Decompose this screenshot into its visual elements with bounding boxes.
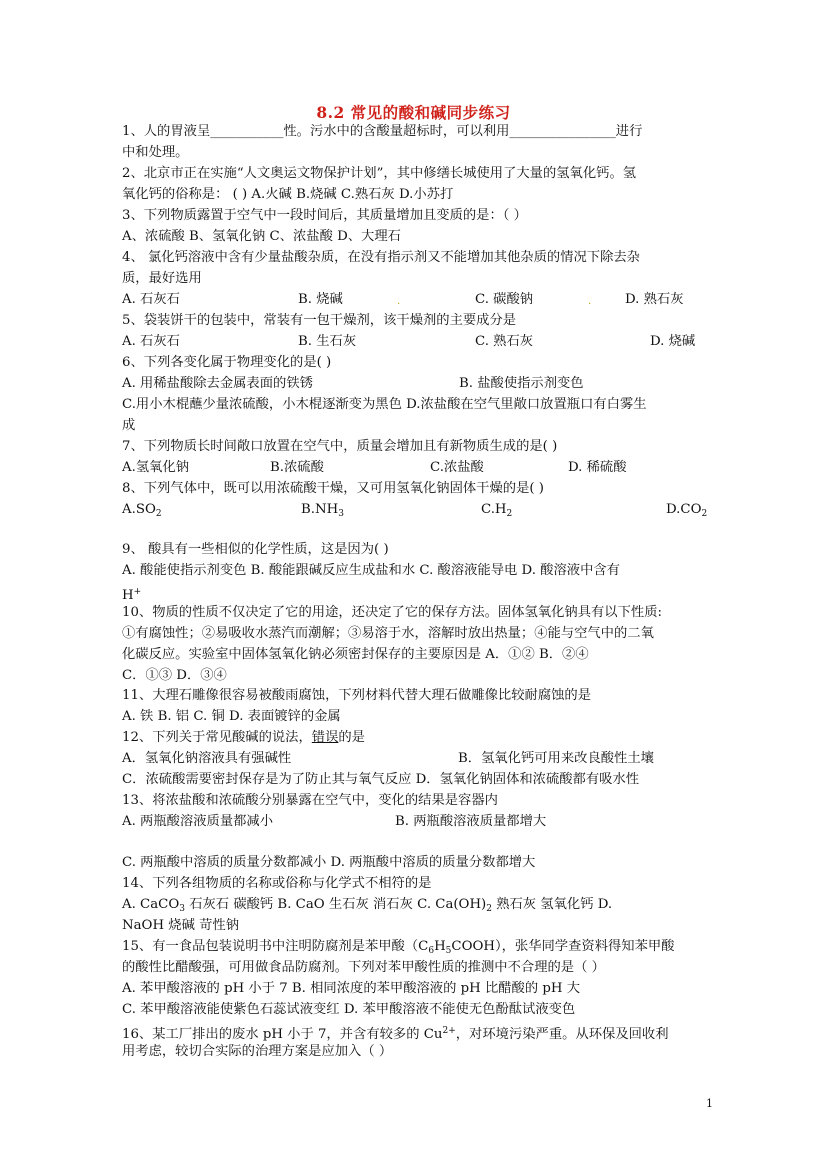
q13-option-b: B. 两瓶酸溶液质量都增大 <box>395 814 547 829</box>
page-number: 1 <box>706 1097 713 1110</box>
q7-option-b: B.浓硫酸 <box>270 460 324 475</box>
q5-option-b: B. 生石灰 <box>298 334 357 349</box>
q14-options: A. CaCO$_3$ 石灰石 碳酸钙 B. CaO 生石灰 消石灰 C. $Ca(OH)_2$ 熟石灰 氢氧化钙 D. <box>122 897 613 914</box>
q15-line-2: 的酸性比醋酸强，可用做食品防腐剂。下列对苯甲酸性质的推测中不合理的是（ ） <box>122 960 605 975</box>
q12-line-1: 12、下列关于常见酸碱的说法，错误的是 <box>122 730 365 745</box>
q10-line-1: 10、物质的性质不仅决定了它的用途，还决定了它的保存方法。固体氢氧化钠具有以下性质: <box>122 605 662 620</box>
q15-line-1: 15、有一食品包装说明书中注明防腐剂是苯甲酸$(C_6H_5COOH)$，张华同学查资料得知苯甲酸 <box>122 939 675 956</box>
q6-option-a: A. 用稀盐酸除去金属表面的铁锈 <box>122 376 313 391</box>
q5-option-a: A. 石灰石 <box>122 334 180 349</box>
q4-option-c: C. 碳酸钠 <box>475 292 534 307</box>
q9-options: A. 酸能使指示剂变色 B. 酸能跟碱反应生成盐和水 C. 酸溶液能导电 D. 酸溶液中含有 <box>122 563 620 578</box>
q5-option-c: C. 熟石灰 <box>475 334 534 349</box>
q13-option-a: A. 两瓶酸溶液质量都减小 <box>122 814 274 829</box>
q4-option-b: B. 烧碱 <box>298 292 343 307</box>
q8-option-b: $B.NH_3$ <box>301 502 344 519</box>
q8-line-1: 8、下列气体中，既可以用浓硫酸干燥，又可用氢氧化钠固体干燥的是( ) <box>122 481 544 496</box>
q9-line-cont: H+ <box>122 587 142 603</box>
page-title: 8.2 常见的酸和碱同步练习 <box>316 103 511 122</box>
q3-options: A、浓硫酸 B、氢氧化钠 C、浓盐酸 D、大理石 <box>122 229 401 244</box>
q10-line-4: C．①③ D．③④ <box>122 668 227 683</box>
q2-line-1: 2、北京市正在实施“人文奥运文物保护计划”，其中修缮长城使用了大量的氢氧化钙。氢 <box>122 166 637 181</box>
q4-option-d: D. 熟石灰 <box>625 292 684 307</box>
q6-option-b: B. 盐酸使指示剂变色 <box>459 376 584 391</box>
q15-options-cd: C. 苯甲酸溶液能使紫色石蕊试液变红 D. 苯甲酸溶液不能使无色酚酞试液变色 <box>122 1002 576 1017</box>
q10-line-3: 化碳反应。实验室中固体氢氧化钠必须密封保存的主要原因是 A．①② B．②④ <box>122 647 589 662</box>
q8-option-c: $C.H_2$ <box>481 502 513 519</box>
q8-option-d: $D.CO_2$ <box>666 502 708 519</box>
q5-line-1: 5、袋装饼干的包装中，常装有一包干燥剂，该干燥剂的主要成分是 <box>122 313 517 328</box>
q12-option-b: B．氢氧化钙可用来改良酸性土壤 <box>458 751 654 766</box>
q16-line-2: 用考虑，较切合实际的治理方案是应加入（ ） <box>122 1044 393 1059</box>
q14-line-1: 14、下列各组物质的名称或俗称与化学式不相符的是 <box>122 876 432 891</box>
q7-line-1: 7、下列物质长时间敞口放置在空气中，质量会增加且有新物质生成的是( ) <box>122 439 558 454</box>
q6-line-cont: 成 <box>122 418 136 433</box>
q7-option-a: A.氢氧化钠 <box>122 460 190 475</box>
decorative-dot: . <box>588 296 592 307</box>
q13-options-cd: C. 两瓶酸中溶质的质量分数都减小 D. 两瓶酸中溶质的质量分数都增大 <box>122 855 536 870</box>
q11-options: A. 铁 B. 铝 C. 铜 D. 表面镀锌的金属 <box>122 709 341 724</box>
q5-option-d: D. 烧碱 <box>650 334 696 349</box>
q8-option-a: $A.SO_2$ <box>122 502 162 519</box>
q6-options-cd: C.用小木棍蘸少量浓硫酸，小木棍逐渐变为黑色 D.浓盐酸在空气里敞口放置瓶口有白雾生 <box>122 397 647 412</box>
q10-line-2: ①有腐蚀性；②易吸收水蒸汽而潮解；③易溶于水，溶解时放出热量；④能与空气中的二氧 <box>122 626 654 641</box>
q9-line-1: 9、 酸具有一些相似的化学性质，这是因为( ) <box>122 542 389 557</box>
q12-options-cd: C．浓硫酸需要密封保存是为了防止其与氧气反应 D．氢氧化钠固体和浓硫酸都有吸水性 <box>122 772 640 787</box>
q4-line-1: 4、 氯化钙溶液中含有少量盐酸杂质，在没有指示剂又不能增加其他杂质的情况下除去杂 <box>122 250 640 265</box>
q1-line-2: 中和处理。 <box>122 145 189 160</box>
q4-line-2: 质，最好选用 <box>122 271 202 286</box>
q15-options-ab: A. 苯甲酸溶液的 pH 小于 7 B. 相同浓度的苯甲酸溶液的 pH 比醋酸的 pH 大 <box>122 981 581 996</box>
q13-line-1: 13、将浓盐酸和浓硫酸分别暴露在空气中，变化的结果是容器内 <box>122 793 498 808</box>
q3-line-1: 3、下列物质露置于空气中一段时间后，其质量增加且变质的是：（ ） <box>122 208 527 223</box>
q16-line-1: 16、某工厂排出的废水 pH 小于 7，并含有较多的 $Cu^{2+}$，对环境污染严重。从环保及回收利 <box>122 1026 669 1042</box>
decorative-dot: . <box>397 296 401 307</box>
q14-option-d: NaOH 烧碱 苛性钠 <box>122 918 239 933</box>
q1-line-1: 1、人的胃液呈___________性。污水中的含酸量超标时，可以利用________________进行 <box>122 124 643 139</box>
q4-option-a: A. 石灰石 <box>122 292 180 307</box>
q7-option-c: C.浓盐酸 <box>430 460 484 475</box>
q6-line-1: 6、下列各变化属于物理变化的是( ) <box>122 355 332 370</box>
q7-option-d: D. 稀硫酸 <box>568 460 627 475</box>
q11-line-1: 11、大理石雕像很容易被酸雨腐蚀，下列材料代替大理石做雕像比较耐腐蚀的是 <box>122 688 592 703</box>
q12-option-a: A．氢氧化钠溶液具有强碱性 <box>122 751 292 766</box>
q2-line-2: 氧化钙的俗称是： ( ) A.火碱 B.烧碱 C.熟石灰 D.小苏打 <box>122 187 454 202</box>
